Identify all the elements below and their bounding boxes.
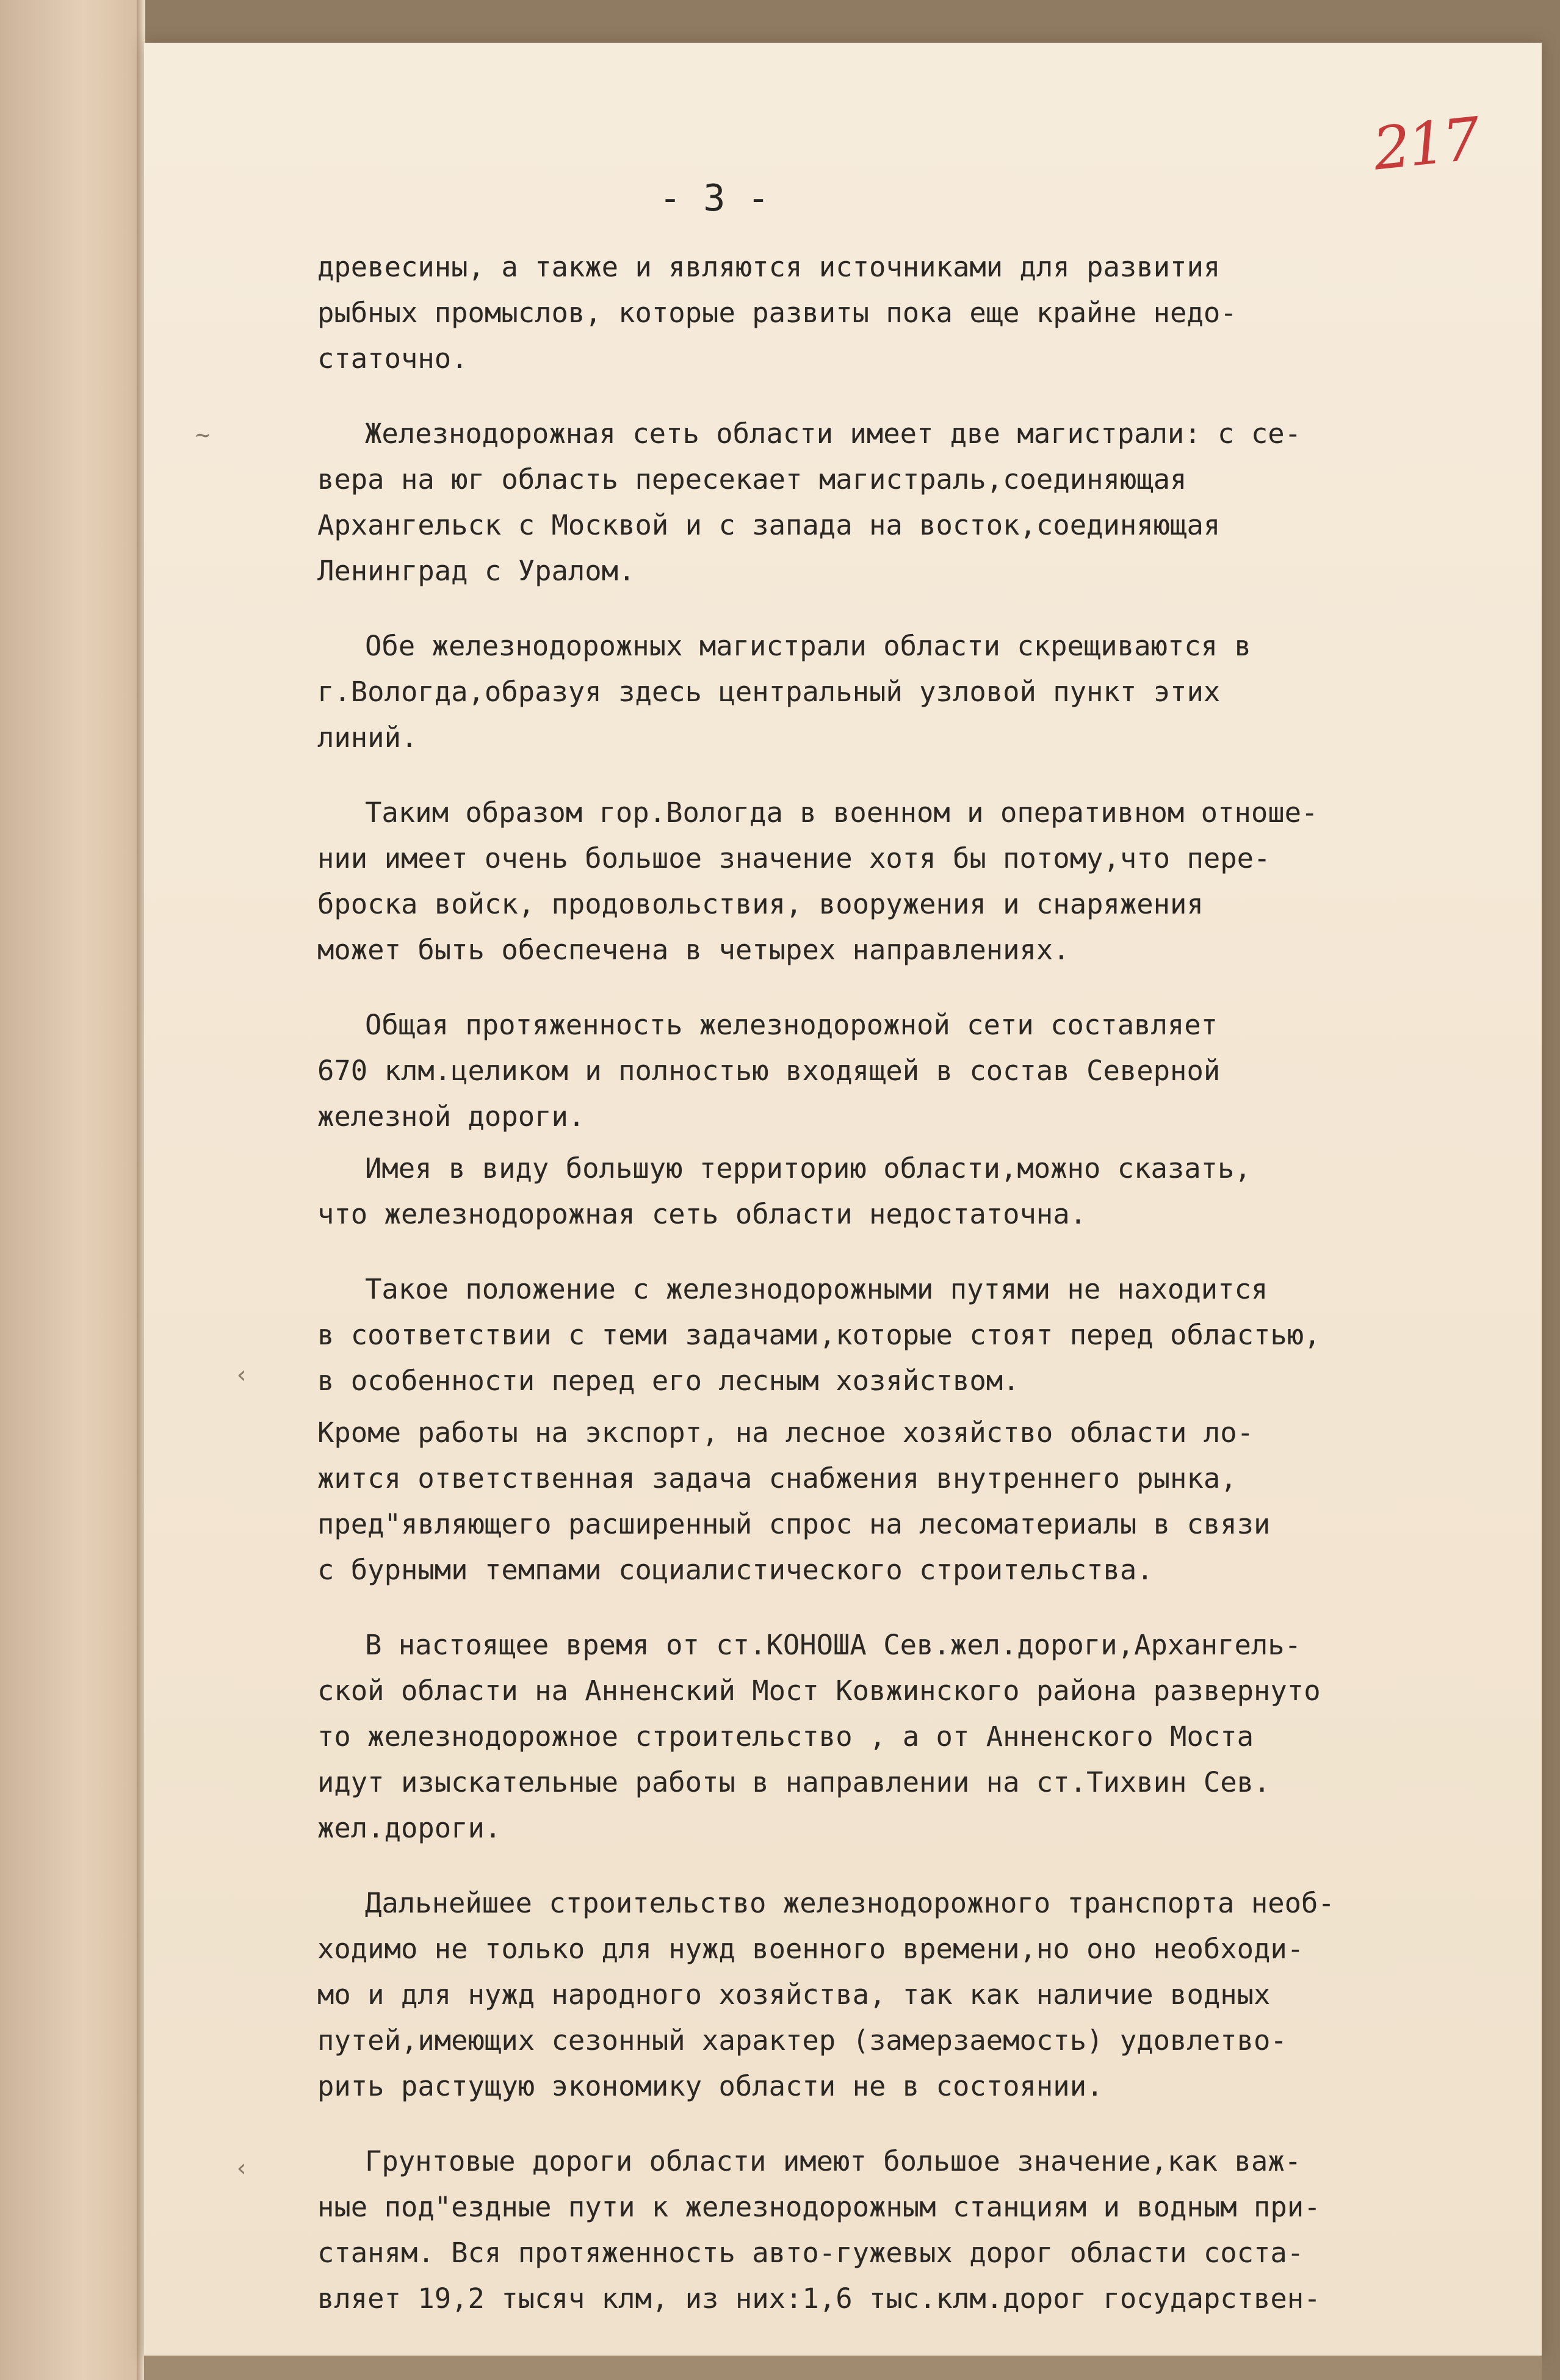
paragraph bbox=[317, 1622, 1520, 1851]
text-line: жится ответственная задача снабжения внутреннего рынка, bbox=[317, 1462, 1237, 1495]
paragraph bbox=[317, 244, 1520, 381]
margin-tick-mark: ~ bbox=[195, 421, 211, 449]
text-line: Таким образом гор.Вологда в военном и оперативном отноше- bbox=[365, 796, 1318, 829]
text-line: вера на юг область пересекает магистраль,соединяющая bbox=[317, 463, 1187, 496]
text-line: Обе железнодорожных магистрали области скрещиваются в bbox=[365, 630, 1251, 662]
text-line: линий. bbox=[317, 721, 418, 754]
paragraph bbox=[317, 2138, 1520, 2321]
margin-tick-mark: ‹ bbox=[234, 1361, 250, 1389]
margin-tick-mark: ‹ bbox=[234, 2154, 250, 2182]
text-line: Общая протяженность железнодорожной сети составляет bbox=[365, 1009, 1218, 1041]
text-line: древесины, а также и являются источниками для развития bbox=[317, 251, 1221, 283]
archive-folio-number: 217 bbox=[1370, 104, 1481, 184]
text-line: рить растущую экономику области не в состоянии. bbox=[317, 2070, 1103, 2102]
text-line: что железнодорожная сеть области недостаточна. bbox=[317, 1198, 1087, 1230]
text-line: Грунтовые дороги области имеют большое значение,как важ- bbox=[365, 2145, 1302, 2177]
text-line: пред"являющего расширенный спрос на лесоматериалы в связи bbox=[317, 1508, 1271, 1540]
text-line: броска войск, продовольствия, вооружения и снаряжения bbox=[317, 888, 1204, 920]
text-line: жел.дороги. bbox=[317, 1812, 502, 1844]
paragraph bbox=[317, 790, 1520, 973]
facing-page bbox=[0, 0, 140, 2380]
text-line: путей,имеющих сезонный характер (замерзаемость) удовлетво- bbox=[317, 2024, 1287, 2057]
text-line: вляет 19,2 тысяч клм, из них:1,6 тыс.клм.дорог государствен- bbox=[317, 2282, 1321, 2315]
text-line: г.Вологда,образуя здесь центральный узловой пункт этих bbox=[317, 676, 1221, 708]
text-line: В настоящее время от ст.КОНОША Сев.жел.дороги,Архангель- bbox=[365, 1629, 1302, 1661]
text-line: статочно. bbox=[317, 342, 468, 375]
paragraph bbox=[317, 1410, 1520, 1593]
text-line: может быть обеспечена в четырех направлениях. bbox=[317, 934, 1070, 966]
page-number: - 3 - bbox=[659, 177, 770, 220]
text-line: 670 клм.целиком и полностью входящей в состав Северной bbox=[317, 1055, 1221, 1087]
text-line: Имея в виду большую территорию области,можно сказать, bbox=[365, 1152, 1251, 1185]
paragraph bbox=[317, 1266, 1520, 1404]
text-line: в соответствии с теми задачами,которые стоят перед областью, bbox=[317, 1319, 1321, 1351]
text-line: мо и для нужд народного хозяйства, так как наличие водных bbox=[317, 1978, 1271, 2011]
page-bottom-edge bbox=[144, 2356, 1542, 2380]
paragraph bbox=[317, 1145, 1520, 1237]
text-line: рыбных промыслов, которые развиты пока еще крайне недо- bbox=[317, 297, 1237, 329]
text-line: в особенности перед его лесным хозяйством. bbox=[317, 1365, 1020, 1397]
text-line: ской области на Анненский Мост Ковжинского района развернуто bbox=[317, 1675, 1321, 1707]
text-line: железной дороги. bbox=[317, 1100, 585, 1133]
text-line: Железнодорожная сеть области имеет две магистрали: с се- bbox=[365, 417, 1302, 450]
text-line: ходимо не только для нужд военного времени,но оно необходи- bbox=[317, 1933, 1304, 1965]
text-line: Кроме работы на экспорт, на лесное хозяйство области ло- bbox=[317, 1416, 1254, 1449]
text-line: идут изыскательные работы в направлении на ст.Тихвин Сев. bbox=[317, 1766, 1271, 1798]
text-line: с бурными темпами социалистического строительства. bbox=[317, 1554, 1154, 1586]
paragraph bbox=[317, 1002, 1520, 1139]
text-line: Такое положение с железнодорожными путями не находится bbox=[365, 1273, 1268, 1305]
text-line: ные под"ездные пути к железнодорожным станциям и водным при- bbox=[317, 2191, 1321, 2223]
text-line: нии имеет очень большое значение хотя бы потому,что пере- bbox=[317, 842, 1271, 874]
paragraph bbox=[317, 623, 1520, 760]
text-line: Архангельск с Москвой и с запада на восток,соединяющая bbox=[317, 509, 1221, 541]
text-line: станям. Вся протяженность авто-гужевых дорог области соста- bbox=[317, 2237, 1304, 2269]
text-line: Ленинград с Уралом. bbox=[317, 555, 635, 587]
paragraph bbox=[317, 1880, 1520, 2109]
text-line: Дальнейшее строительство железнодорожного транспорта необ- bbox=[365, 1887, 1335, 1919]
text-line: то железнодорожное строительство , а от Анненского Моста bbox=[317, 1720, 1254, 1753]
paragraph bbox=[317, 411, 1520, 594]
body-text bbox=[317, 244, 1520, 2351]
